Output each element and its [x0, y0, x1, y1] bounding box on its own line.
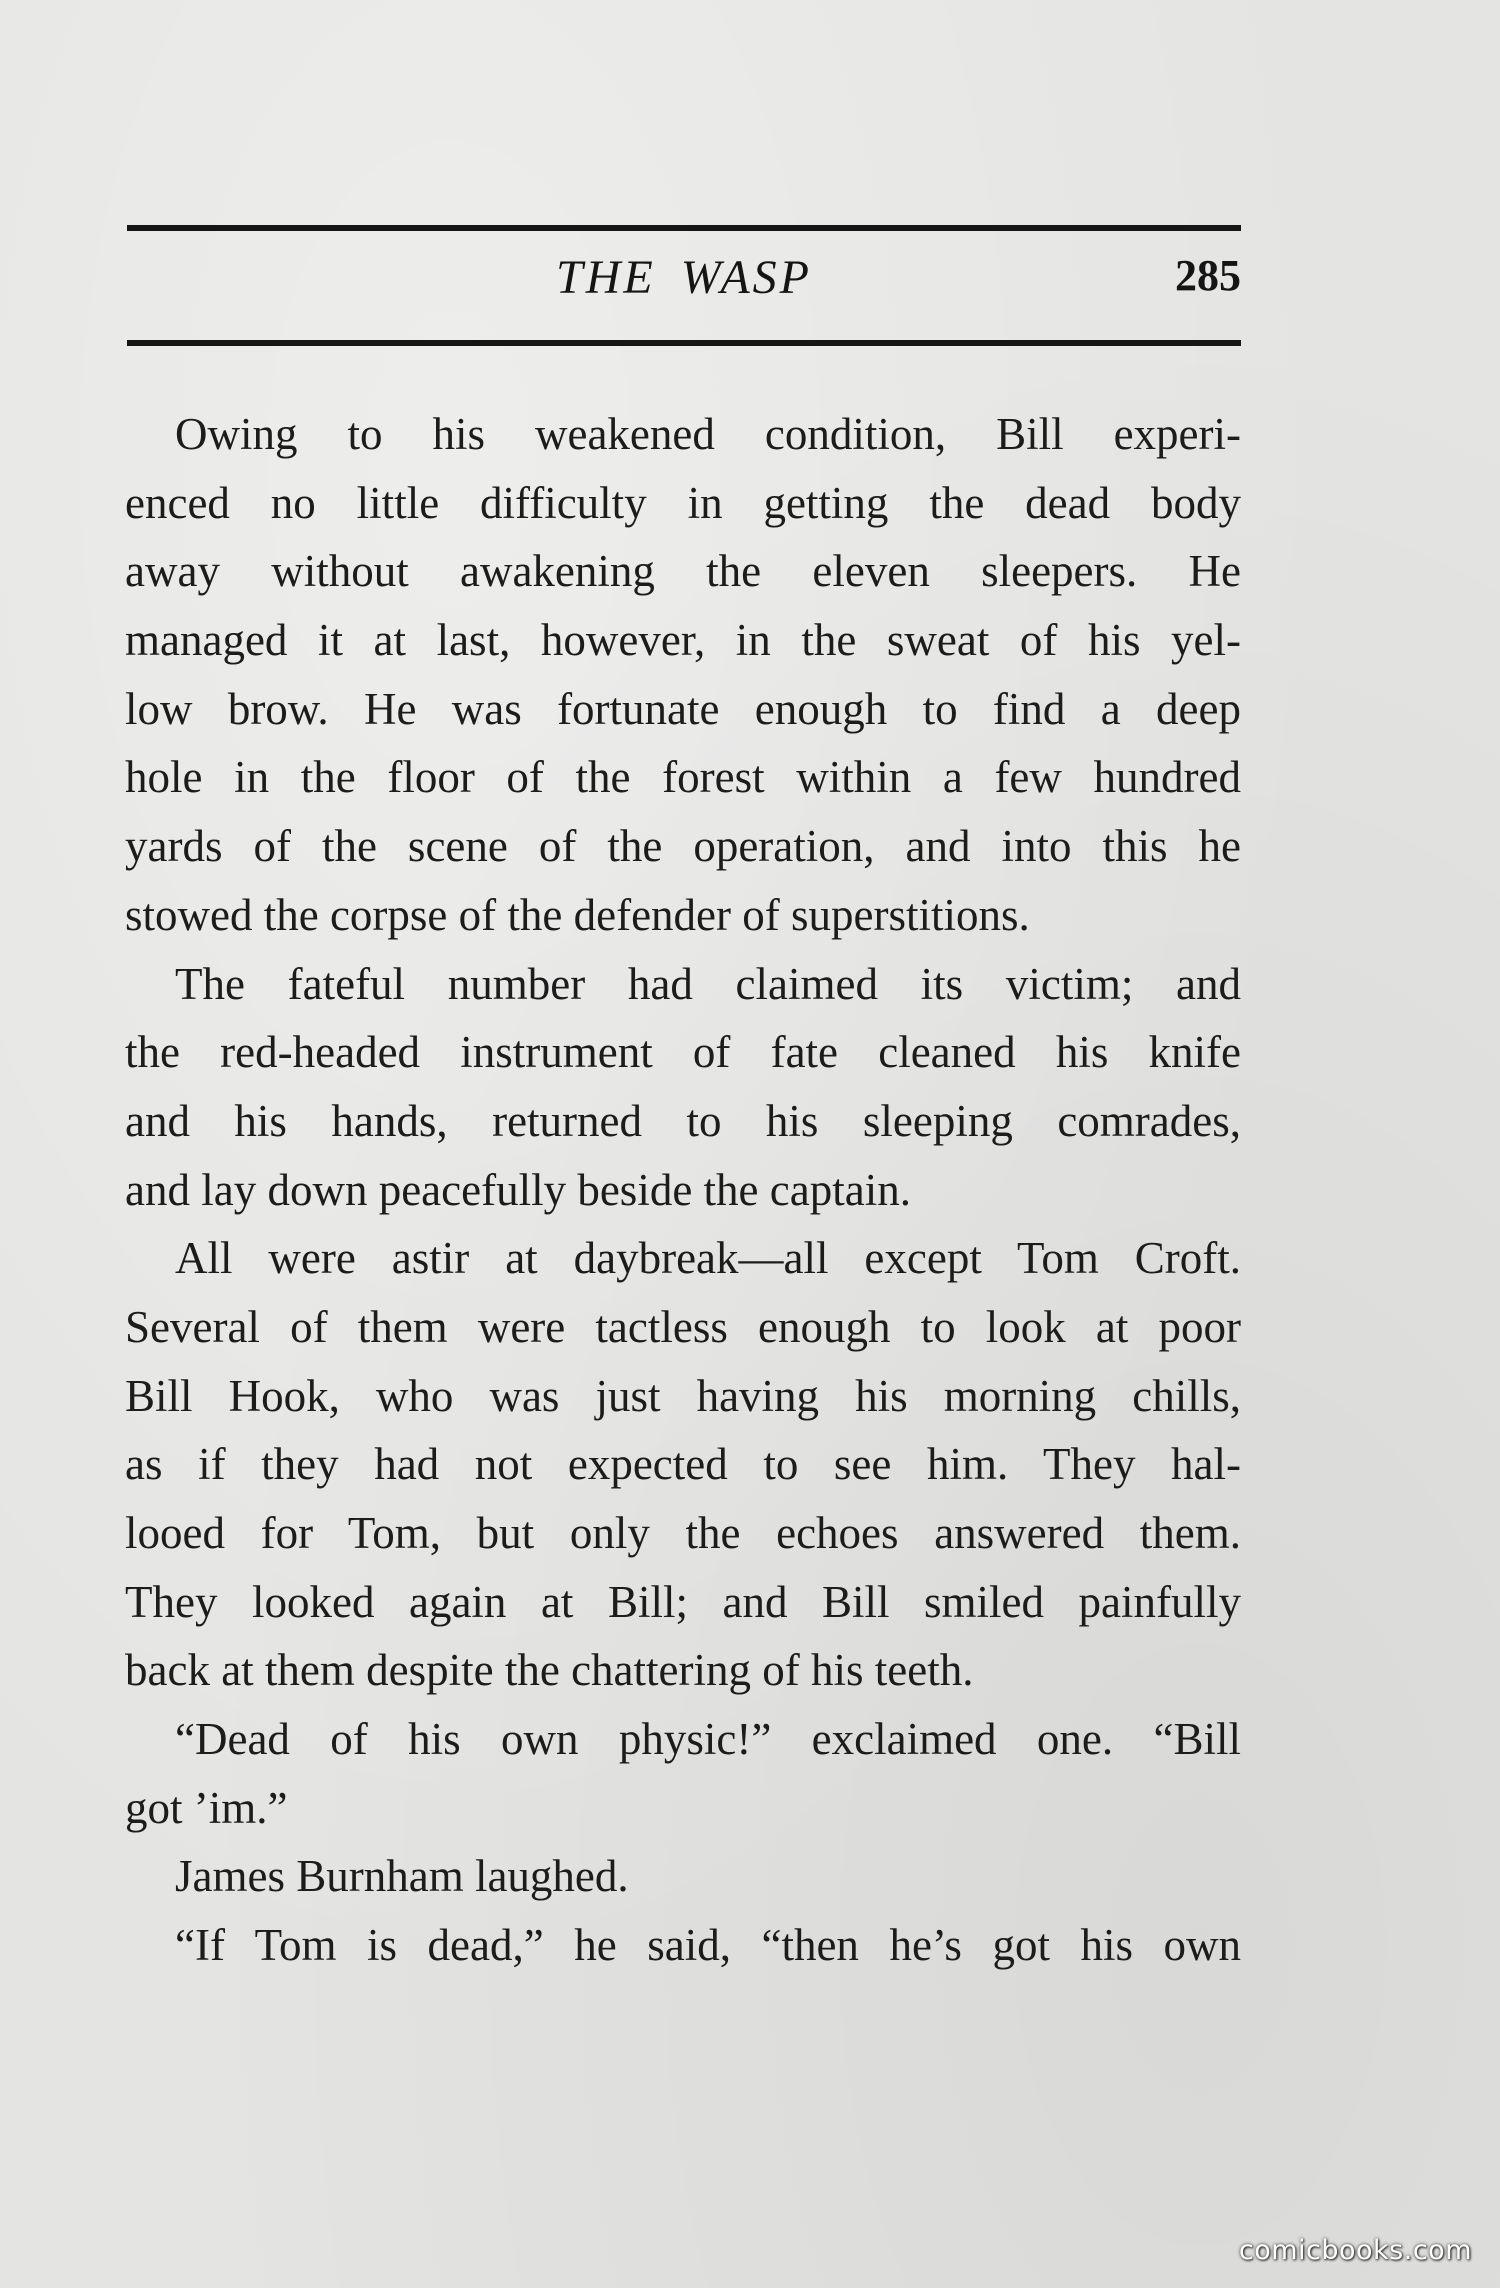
- text-line: hole in the floor of the forest within a few hundred: [125, 752, 1241, 803]
- text-line: managed it at last, however, in the sweat of his yel-: [125, 615, 1241, 666]
- running-title: THE WASP: [556, 251, 812, 304]
- body-text: [125, 400, 1241, 1980]
- header-rule-bottom: [127, 340, 1241, 346]
- text-line: the red-headed instrument of fate cleaned his knife: [125, 1027, 1241, 1078]
- text-line: They looked again at Bill; and Bill smiled painfully: [125, 1576, 1241, 1627]
- text-line: Bill Hook, who was just having his morning chills,: [125, 1370, 1241, 1421]
- text-line: looed for Tom, but only the echoes answered them.: [125, 1508, 1241, 1558]
- header-rule-top: [127, 225, 1241, 231]
- watermark: comicbooks.com: [1238, 2235, 1472, 2266]
- text-line: and lay down peacefully beside the captain.: [125, 1164, 911, 1215]
- text-line: low brow. He was fortunate enough to find a deep: [125, 683, 1241, 734]
- text-line: Owing to his weakened condition, Bill experi-: [175, 409, 1241, 459]
- text-line: got ’im.”: [125, 1782, 288, 1833]
- text-line: “If Tom is dead,” he said, “then he’s got his own: [175, 1920, 1241, 1971]
- text-line: “Dead of his own physic!” exclaimed one. “Bill: [175, 1714, 1241, 1765]
- text-line: as if they had not expected to see him. They hal-: [125, 1439, 1241, 1490]
- text-line: All were astir at daybreak—all except Tom Croft.: [175, 1233, 1241, 1284]
- page-number: 285: [1175, 251, 1241, 300]
- text-line: yards of the scene of the operation, and into this he: [125, 821, 1241, 872]
- text-line: enced no little difficulty in getting the dead body: [125, 477, 1241, 528]
- text-line: and his hands, returned to his sleeping comrades,: [125, 1095, 1241, 1146]
- text-line: stowed the corpse of the defender of superstitions.: [125, 889, 1030, 940]
- text-line: James Burnham laughed.: [175, 1851, 629, 1902]
- text-line: away without awakening the eleven sleepers. He: [125, 546, 1241, 597]
- text-line: Several of them were tactless enough to look at poor: [125, 1301, 1241, 1352]
- text-line: The fateful number had claimed its victim; and: [175, 958, 1241, 1009]
- text-line: back at them despite the chattering of his teeth.: [125, 1645, 974, 1696]
